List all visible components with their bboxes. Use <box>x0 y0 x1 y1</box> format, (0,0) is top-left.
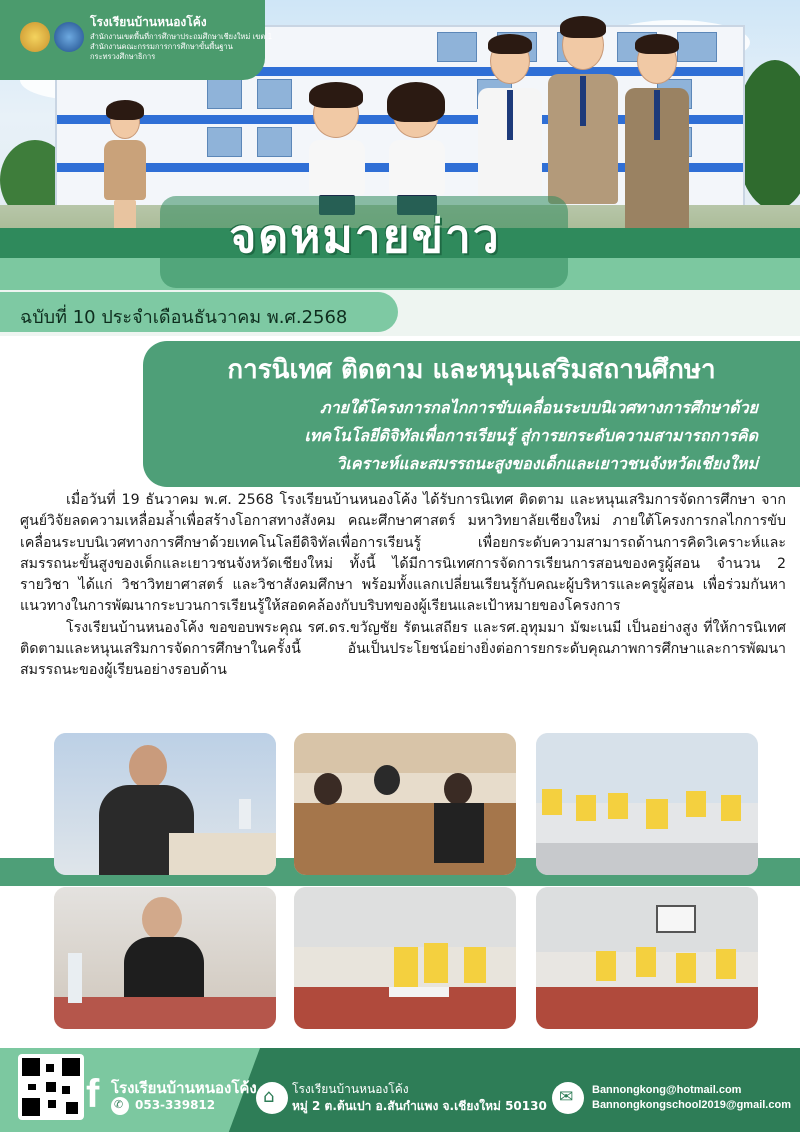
mail-icon: ✉ <box>552 1082 584 1114</box>
phone-icon: ✆ <box>111 1097 129 1115</box>
home-icon: ⌂ <box>256 1082 288 1114</box>
hero-banner <box>0 0 800 290</box>
phone-number: 053-339812 <box>135 1098 216 1112</box>
photo-classroom-1 <box>536 733 758 875</box>
article-paragraph-2: โรงเรียนบ้านหนองโค้ง ขอขอบพระคุณ รศ.ดร.ขวัญชัย รัตนเสถียร และรศ.อุทุมมา มัฆะเนมี เป็นอย่างสูง ที่ให้การนิเทศ ติดตามและหนุนเสริมการจัดการศึกษาในครั้งนี้ อันเป็นประโยชน์อย่างยิ่งต่อการยกระดับคุณภาพการศึกษาและการพัฒนาสมรรถนะของผู้เรียนอย่างรอบด้าน <box>20 619 786 679</box>
newsletter-title: จดหมายข่าว <box>229 209 501 263</box>
issue-label: ฉบับที่ 10 ประจำเดือนธันวาคม พ.ศ.2568 <box>20 307 348 328</box>
photo-supervisor-man <box>54 733 276 875</box>
school-seal-icon <box>20 22 50 52</box>
photo-supervisor-woman <box>54 887 276 1029</box>
school-affiliation-1: สำนักงานเขตพื้นที่การศึกษาประถมศึกษาเชียงใหม่ เขต 1 <box>90 32 273 41</box>
headline-title: การนิเทศ ติดตาม และหนุนเสริมสถานศึกษา <box>227 355 716 385</box>
facebook-icon[interactable]: f <box>86 1072 100 1116</box>
headline-line-1: ภายใต้โครงการกลไกการขับเคลื่อนระบบนิเวศทางการศึกษาด้วย <box>320 398 758 417</box>
qr-code-icon[interactable] <box>18 1054 84 1120</box>
email-2[interactable]: Bannongkongschool2019@gmail.com <box>592 1099 791 1111</box>
email-1[interactable]: Bannongkong@hotmail.com <box>592 1084 742 1096</box>
address-text: หมู่ 2 ต.ต้นเปา อ.สันกำแพง จ.เชียงใหม่ 50130 <box>292 1099 547 1113</box>
photo-meeting-table <box>294 733 516 875</box>
school-affiliation-3: กระทรวงศึกษาธิการ <box>90 52 156 61</box>
address-name: โรงเรียนบ้านหนองโค้ง <box>292 1082 409 1096</box>
school-affiliation-2: สำนักงานคณะกรรมการการศึกษาขั้นพื้นฐาน <box>90 42 233 51</box>
photo-classroom-3 <box>536 887 758 1029</box>
article-paragraph-1: เมื่อวันที่ 19 ธันวาคม พ.ศ. 2568 โรงเรียนบ้านหนองโค้ง ได้รับการนิเทศ ติดตาม และหนุนเสริมการจัดการศึกษา จากศูนย์วิจัยลดความเหลื่อมล้ำเพื่อสร้างโอกาสทางสังคม คณะศึกษาศาสตร์ มหาวิทยาลัยเชียงใหม่ ภายใต้โครงการกลไกการขับเคลื่อนระบบนิเวศทางการศึกษาด้วยเทคโนโลยีดิจิทัลเพื่อการเรียนรู้ เพื่อยกระดับความสามารถด้านการคิดวิเคราะห์และสมรรถนะขั้นสูงของเด็กและเยาวชนจังหวัดเชียงใหม่ ทั้งนี้ ได้มีการนิเทศการจัดการเรียนการสอนของครูผู้สอน จำนวน 2 รายวิชา ได้แก่ วิชาวิทยาศาสตร์ และวิชาสังคมศึกษา พร้อมทั้งแลกเปลี่ยนเรียนรู้กับคณะผู้บริหารและครูผู้สอน เพื่อร่วมกันหาแนวทางในการพัฒนากระบวนการเรียนรู้ให้สอดคล้องกับบริบทของผู้เรียนและเป้าหมายของโครงการ <box>20 492 786 615</box>
photo-classroom-2 <box>294 887 516 1029</box>
headline-line-3: วิเคราะห์และสมรรถนะสูงของเด็กและเยาวชนจังหวัดเชียงใหม่ <box>336 454 758 473</box>
school-name: โรงเรียนบ้านหนองโค้ง <box>90 15 207 29</box>
article-body <box>20 490 786 682</box>
headline-line-2: เทคโนโลยีดิจิทัลเพื่อการเรียนรู้ สู่การยกระดับความสามารถการคิด <box>304 426 758 445</box>
obec-logo-icon <box>54 22 84 52</box>
facebook-page-name[interactable]: โรงเรียนบ้านหนองโค้ง <box>111 1079 257 1097</box>
